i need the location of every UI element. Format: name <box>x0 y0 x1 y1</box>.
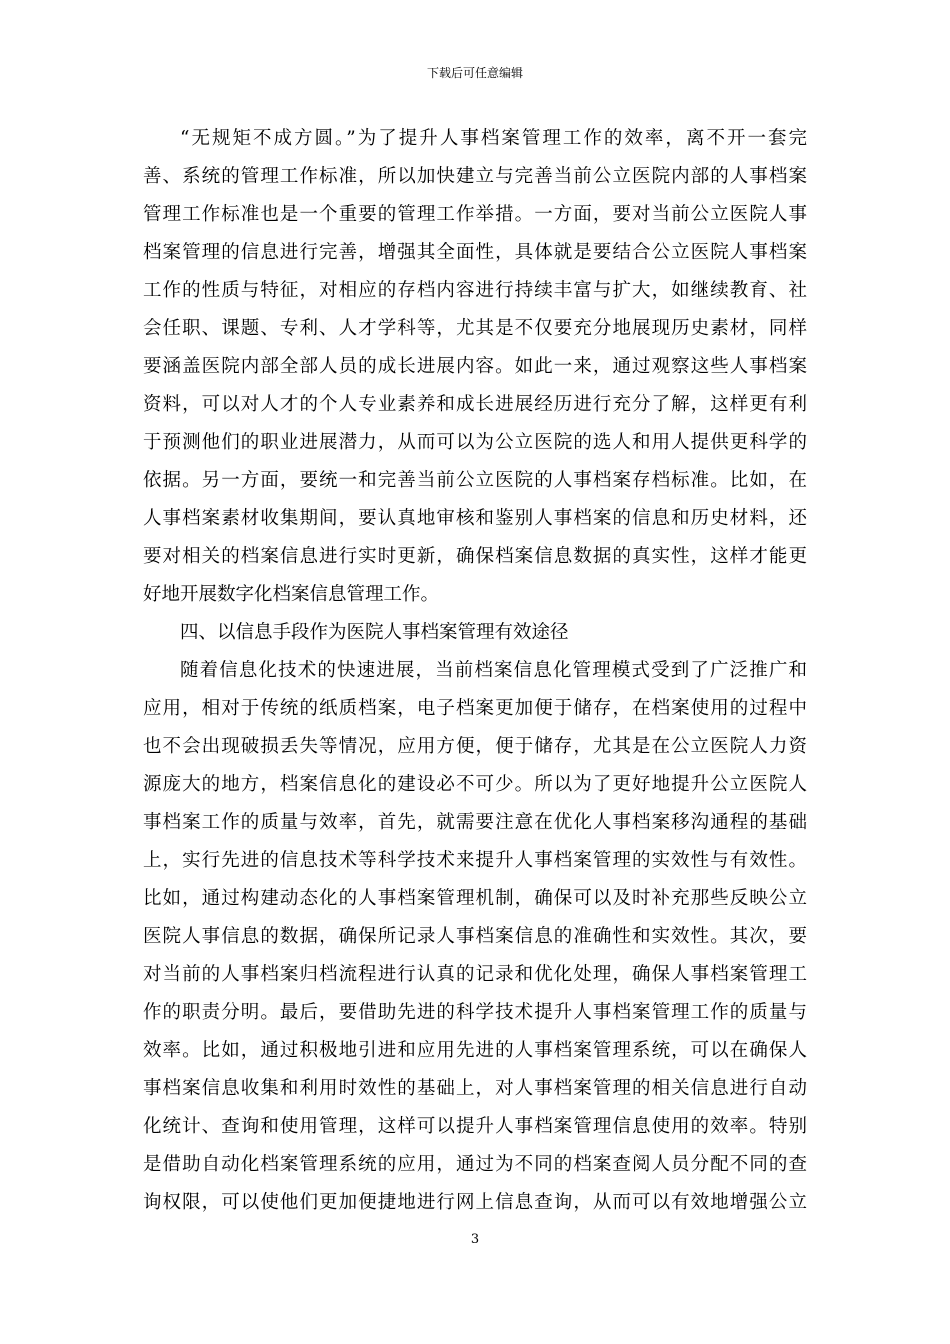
paragraph-line: 应用，相对于传统的纸质档案，电子档案更加便于储存，在档案使用的过程中 <box>143 698 807 719</box>
paragraph-line: 医院人事信息的数据，确保所记录人事档案信息的准确性和实效性。其次，要 <box>143 926 807 947</box>
paragraph-line: 源庞大的地方，档案信息化的建设必不可少。所以为了更好地提升公立医院人 <box>143 774 807 795</box>
paragraph-line: 比如，通过构建动态化的人事档案管理机制，确保可以及时补充那些反映公立 <box>143 888 807 909</box>
paragraph-line: 好地开展数字化档案信息管理工作。 <box>143 584 440 605</box>
paragraph-line: 随着信息化技术的快速进展，当前档案信息化管理模式受到了广泛推广和 <box>180 660 807 681</box>
page-number: 3 <box>470 1232 480 1247</box>
paragraph-line: 询权限，可以使他们更加便捷地进行网上信息查询，从而可以有效地增强公立 <box>143 1192 807 1213</box>
paragraph-line: 人事档案素材收集期间，要认真地审核和鉴别人事档案的信息和历史材料，还 <box>143 508 807 529</box>
paragraph-line: 会任职、课题、专利、人才学科等，尤其是不仅要充分地展现历史素材，同样 <box>143 318 807 339</box>
paragraph-line: 管理工作标准也是一个重要的管理工作举措。一方面，要对当前公立医院人事 <box>143 204 807 225</box>
paragraph-line: 也不会出现破损丢失等情况，应用方便，便于储存，尤其是在公立医院人力资 <box>143 736 807 757</box>
paragraph-line: 对当前的人事档案归档流程进行认真的记录和优化处理，确保人事档案管理工 <box>143 964 807 985</box>
paragraph-line: 要对相关的档案信息进行实时更新，确保档案信息数据的真实性，这样才能更 <box>143 546 807 567</box>
paragraph-line: 依据。另一方面，要统一和完善当前公立医院的人事档案存档标准。比如，在 <box>143 470 807 491</box>
paragraph-line: 事档案工作的质量与效率，首先，就需要注意在优化人事档案移沟通程的基础 <box>143 812 807 833</box>
paragraph-line: 是借助自动化档案管理系统的应用，通过为不同的档案查阅人员分配不同的查 <box>143 1154 807 1175</box>
section-heading: 四、以信息手段作为医院人事档案管理有效途径 <box>180 622 569 643</box>
paragraph-line: 效率。比如，通过积极地引进和应用先进的人事档案管理系统，可以在确保人 <box>143 1040 807 1061</box>
paragraph-line: “无规矩不成方圆。”为了提升人事档案管理工作的效率，离不开一套完 <box>180 128 807 149</box>
paragraph-line: 于预测他们的职业进展潜力，从而可以为公立医院的选人和用人提供更科学的 <box>143 432 807 453</box>
paragraph-line: 工作的性质与特征，对相应的存档内容进行持续丰富与扩大，如继续教育、社 <box>143 280 807 301</box>
paragraph-line: 作的职责分明。最后，要借助先进的科学技术提升人事档案管理工作的质量与 <box>143 1002 807 1023</box>
paragraph-line: 档案管理的信息进行完善，增强其全面性，具体就是要结合公立医院人事档案 <box>143 242 807 263</box>
header-note: 下载后可任意编辑 <box>426 66 523 80</box>
body-text <box>143 120 807 1222</box>
paragraph-line: 化统计、查询和使用管理，这样可以提升人事档案管理信息使用的效率。特别 <box>143 1116 807 1137</box>
paragraph-line: 上，实行先进的信息技术等科学技术来提升人事档案管理的实效性与有效性。 <box>143 850 807 871</box>
paragraph-line: 善、系统的管理工作标准，所以加快建立与完善当前公立医院内部的人事档案 <box>143 166 807 187</box>
paragraph <box>143 652 807 1222</box>
paragraph <box>143 120 807 614</box>
paragraph-line: 要涵盖医院内部全部人员的成长进展内容。如此一来，通过观察这些人事档案 <box>143 356 807 377</box>
paragraph-line: 事档案信息收集和利用时效性的基础上，对人事档案管理的相关信息进行自动 <box>143 1078 807 1099</box>
paragraph-line: 资料，可以对人才的个人专业素养和成长进展经历进行充分了解，这样更有利 <box>143 394 807 415</box>
